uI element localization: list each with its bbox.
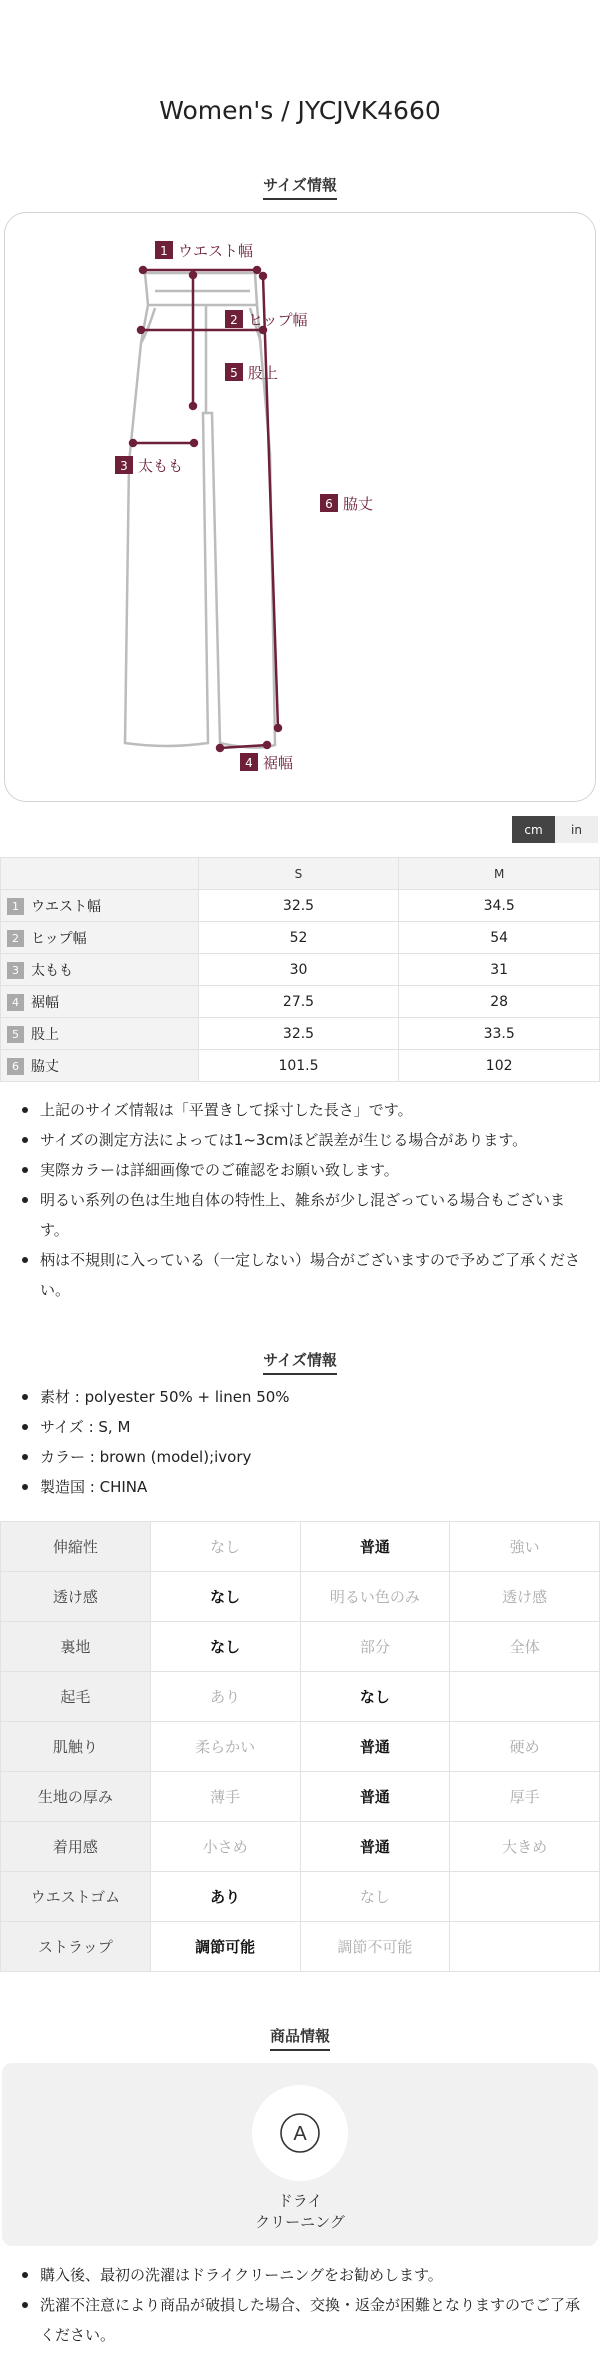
attribute-name: 起毛 — [1, 1672, 151, 1722]
care-label-line1: ドライ — [277, 2192, 323, 2210]
attribute-option — [450, 1672, 600, 1722]
size-row — [1, 954, 600, 986]
product-info-title: 商品情報 — [0, 2025, 600, 2051]
pants-outline — [125, 273, 275, 748]
diagram-badge-number: 1 — [160, 244, 168, 258]
size-cell: 52 — [198, 922, 399, 954]
size-cell: 54 — [399, 922, 600, 954]
row-number-badge: 1 — [7, 898, 24, 915]
attribute-name: 生地の厚み — [1, 1772, 151, 1822]
size-cell: 32.5 — [198, 1018, 399, 1050]
diagram-badge-number: 5 — [230, 366, 238, 380]
attribute-option: 小さめ — [150, 1822, 300, 1872]
row-label-text: ヒップ幅 — [31, 930, 87, 947]
unit-cm-button[interactable]: cm — [512, 816, 555, 843]
care-icon-circle — [252, 2085, 348, 2181]
size-row — [1, 986, 600, 1018]
size-diagram — [4, 212, 596, 802]
attribute-row — [1, 1872, 600, 1922]
size-table — [0, 857, 600, 1082]
care-box — [2, 2063, 598, 2246]
attribute-option: あり — [150, 1672, 300, 1722]
care-note-item: 購入後、最初の洗濯はドライクリーニングをお勧めします。 — [0, 2260, 600, 2290]
attribute-option: なし — [150, 1622, 300, 1672]
attribute-name: 着用感 — [1, 1822, 151, 1872]
attribute-option: 普通 — [300, 1772, 450, 1822]
attributes-table — [0, 1521, 600, 1972]
info-item: カラー : brown (model);ivory — [0, 1442, 600, 1472]
attribute-option: なし — [150, 1572, 300, 1622]
diagram-label-text: ウエスト幅 — [178, 242, 254, 260]
care-note-item: 洗濯不注意により商品が破損した場合、交換・返金が困難となりますのでご了承ください。 — [0, 2290, 600, 2350]
attribute-option: 明るい色のみ — [300, 1572, 450, 1622]
row-label-text: ウエスト幅 — [31, 898, 101, 915]
attribute-row — [1, 1622, 600, 1672]
size-cell: 102 — [399, 1050, 600, 1082]
row-label-text: 太もも — [31, 962, 73, 979]
diagram-label-5 — [225, 363, 278, 382]
attribute-option: 柔らかい — [150, 1722, 300, 1772]
attribute-name: ストラップ — [1, 1922, 151, 1972]
size-row — [1, 922, 600, 954]
attribute-name: ウエストゴム — [1, 1872, 151, 1922]
diagram-badge-number: 4 — [245, 756, 253, 770]
attribute-name: 伸縮性 — [1, 1522, 151, 1572]
note-item: 実際カラーは詳細画像でのご確認をお願い致します。 — [0, 1155, 600, 1185]
attribute-option: 普通 — [300, 1722, 450, 1772]
note-item: サイズの測定方法によっては1~3cmほど誤差が生じる場合があります。 — [0, 1125, 600, 1155]
care-symbol: A — [293, 2123, 307, 2145]
size-table-corner — [1, 858, 199, 890]
care-label — [2, 2191, 598, 2233]
size-row-label — [1, 986, 199, 1018]
diagram-badge-number: 2 — [230, 313, 238, 327]
size-row-label — [1, 1018, 199, 1050]
diagram-badge-number: 6 — [325, 497, 333, 511]
size-row-label — [1, 890, 199, 922]
attribute-row — [1, 1522, 600, 1572]
attribute-option: 部分 — [300, 1622, 450, 1672]
size-section-title: サイズ情報 — [0, 174, 600, 200]
info-section-title: サイズ情報 — [0, 1349, 600, 1375]
size-row — [1, 1018, 600, 1050]
attribute-row — [1, 1722, 600, 1772]
attribute-option: 強い — [450, 1522, 600, 1572]
attribute-option: なし — [300, 1672, 450, 1722]
size-row-label — [1, 954, 199, 986]
size-row — [1, 1050, 600, 1082]
care-notes — [0, 2260, 600, 2350]
unit-toggle — [512, 816, 599, 843]
attribute-name: 肌触り — [1, 1722, 151, 1772]
attribute-row — [1, 1772, 600, 1822]
size-row-label — [1, 1050, 199, 1082]
note-item: 明るい系列の色は生地自体の特性上、雑糸が少し混ざっている場合もございます。 — [0, 1185, 600, 1245]
note-item: 柄は不規則に入っている（一定しない）場合がございますので予めご了承ください。 — [0, 1245, 600, 1305]
size-column-header: M — [399, 858, 600, 890]
note-item: 上記のサイズ情報は「平置きして採寸した長さ」です。 — [0, 1095, 600, 1125]
size-cell: 34.5 — [399, 890, 600, 922]
row-number-badge: 4 — [7, 994, 24, 1011]
size-cell: 28 — [399, 986, 600, 1018]
attribute-row — [1, 1922, 600, 1972]
size-table-header — [1, 858, 600, 890]
size-cell: 30 — [198, 954, 399, 986]
attribute-row — [1, 1672, 600, 1722]
attribute-option: 大きめ — [450, 1822, 600, 1872]
attribute-option: 普通 — [300, 1822, 450, 1872]
attribute-option: 全体 — [450, 1622, 600, 1672]
diagram-label-text: 脇丈 — [343, 495, 374, 513]
size-row — [1, 890, 600, 922]
attribute-option: 調節可能 — [150, 1922, 300, 1972]
attribute-option: 硬め — [450, 1722, 600, 1772]
row-number-badge: 6 — [7, 1058, 24, 1075]
attribute-option: あり — [150, 1872, 300, 1922]
attribute-name: 透け感 — [1, 1572, 151, 1622]
diagram-label-text: 太もも — [138, 457, 184, 475]
diagram-label-4 — [240, 753, 293, 772]
attribute-row — [1, 1822, 600, 1872]
attribute-option: 厚手 — [450, 1772, 600, 1822]
attribute-option: 調節不可能 — [300, 1922, 450, 1972]
size-cell: 101.5 — [198, 1050, 399, 1082]
row-number-badge: 5 — [7, 1026, 24, 1043]
pants-diagram-svg — [5, 213, 597, 803]
size-cell: 31 — [399, 954, 600, 986]
diagram-label-text: 股上 — [248, 364, 279, 382]
diagram-label-text: ヒップ幅 — [248, 311, 308, 329]
size-cell: 32.5 — [198, 890, 399, 922]
row-label-text: 股上 — [31, 1026, 59, 1043]
row-number-badge: 2 — [7, 930, 24, 947]
attribute-row — [1, 1572, 600, 1622]
size-row-label — [1, 922, 199, 954]
info-item: サイズ : S, M — [0, 1412, 600, 1442]
attribute-option — [450, 1872, 600, 1922]
size-cell: 27.5 — [198, 986, 399, 1018]
row-number-badge: 3 — [7, 962, 24, 979]
dry-clean-icon — [252, 2085, 348, 2181]
attribute-option: なし — [300, 1872, 450, 1922]
size-notes — [0, 1095, 600, 1305]
attribute-name: 裏地 — [1, 1622, 151, 1672]
care-label-line2: クリーニング — [255, 2213, 345, 2231]
diagram-label-2 — [225, 310, 308, 329]
row-label-text: 脇丈 — [31, 1058, 59, 1075]
info-item: 素材 : polyester 50% + linen 50% — [0, 1382, 600, 1412]
row-label-text: 裾幅 — [31, 994, 59, 1011]
attribute-option — [450, 1922, 600, 1972]
diagram-label-1 — [155, 241, 253, 260]
diagram-label-6 — [320, 494, 373, 513]
attribute-option: 薄手 — [150, 1772, 300, 1822]
product-title: Women's / JYCJVK4660 — [159, 96, 441, 125]
diagram-label-text: 裾幅 — [263, 754, 294, 772]
size-column-header: S — [198, 858, 399, 890]
size-cell: 33.5 — [399, 1018, 600, 1050]
attribute-option: 普通 — [300, 1522, 450, 1572]
attribute-option: 透け感 — [450, 1572, 600, 1622]
diagram-badge-number: 3 — [120, 459, 128, 473]
unit-in-button[interactable]: in — [555, 816, 598, 843]
attribute-option: なし — [150, 1522, 300, 1572]
product-info-list — [0, 1382, 600, 1502]
diagram-labels — [115, 241, 373, 772]
diagram-label-3 — [115, 456, 183, 475]
info-item: 製造国 : CHINA — [0, 1472, 600, 1502]
